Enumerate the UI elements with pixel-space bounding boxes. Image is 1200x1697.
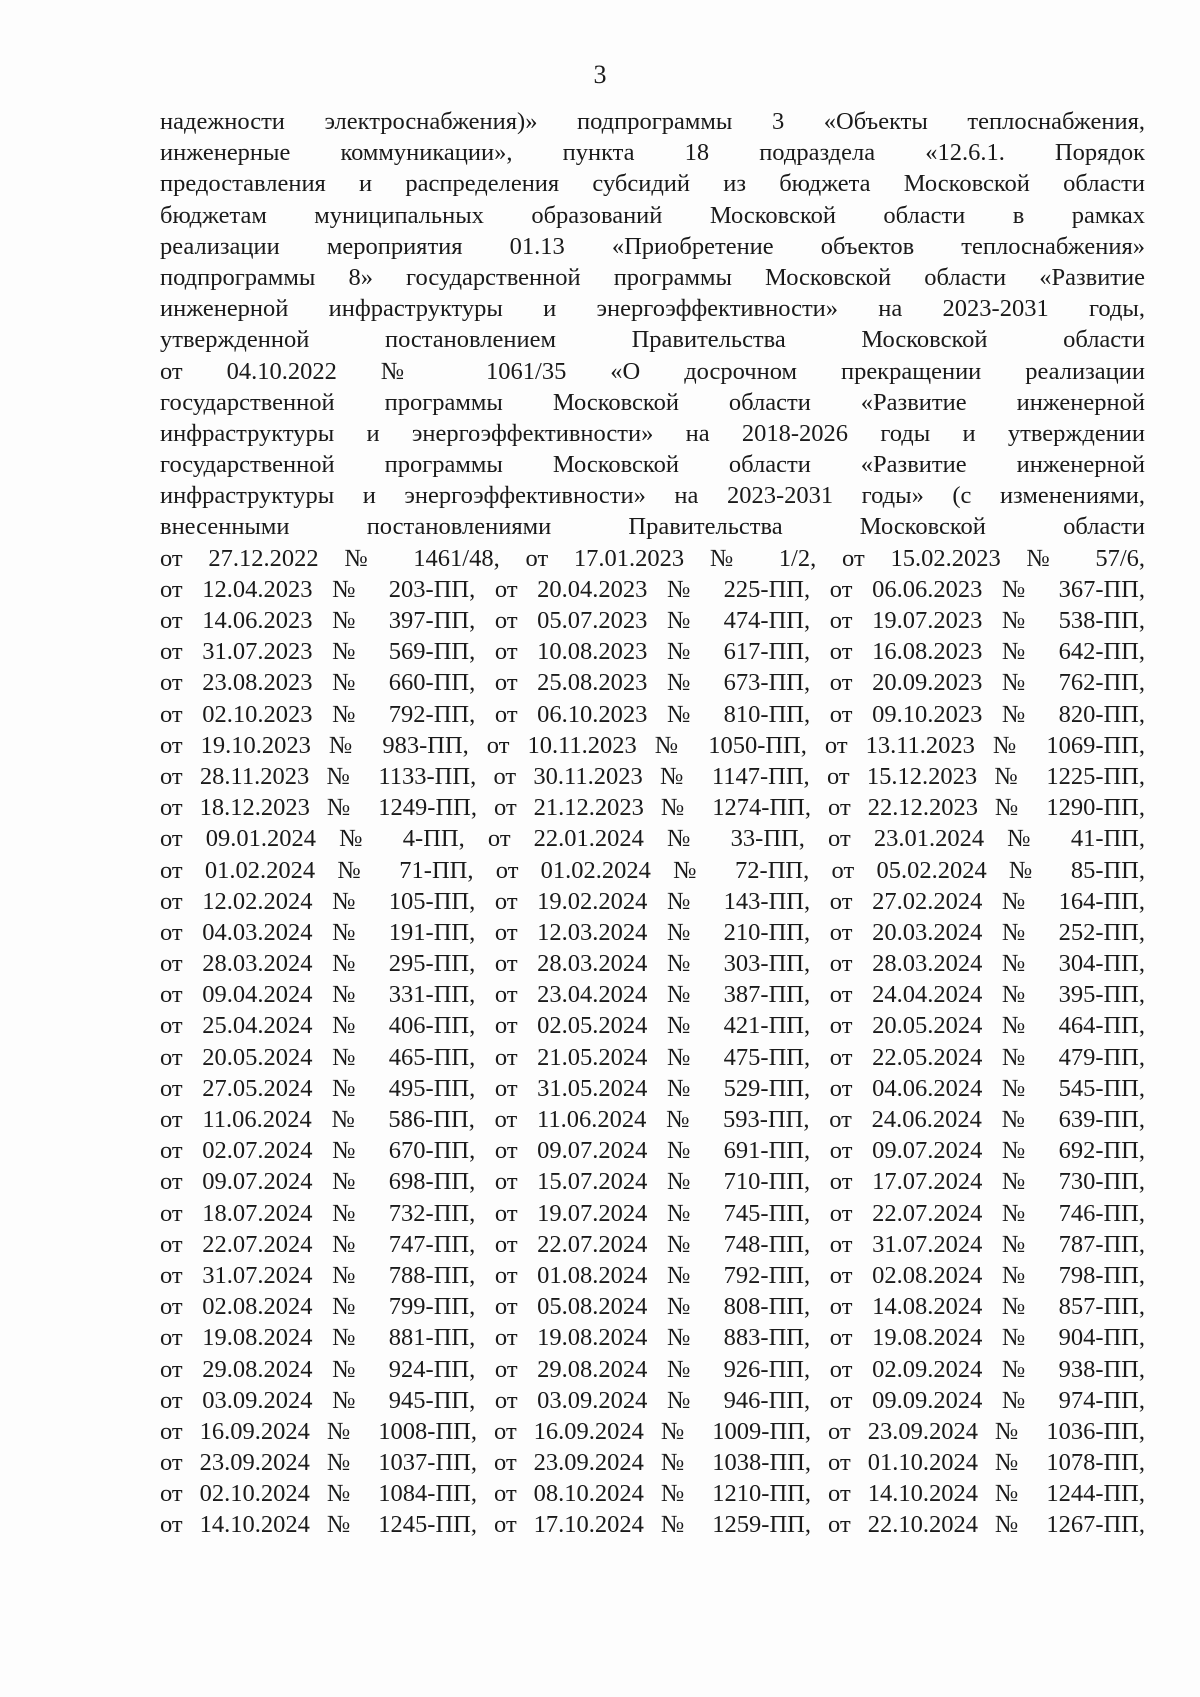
text-line: от 11.06.2024 № 586-ПП, от 11.06.2024 № 593-ПП, от 24.06.2024 № 639-ПП,	[160, 1106, 1145, 1133]
text-line: от 04.03.2024 № 191-ПП, от 12.03.2024 № 210-ПП, от 20.03.2024 № 252-ПП,	[160, 918, 1145, 946]
text-line: от 09.07.2024 № 698-ПП, от 15.07.2024 № 710-ПП, от 17.07.2024 № 730-ПП,	[160, 1168, 1145, 1196]
text-line: от 22.07.2024 № 747-ПП, от 22.07.2024 № 748-ПП, от 31.07.2024 № 787-ПП,	[160, 1230, 1145, 1258]
text-line: от 18.12.2023 № 1249-ПП, от 21.12.2023 № 1274-ПП, от 22.12.2023 № 1290-ПП,	[160, 794, 1145, 822]
text-line: от 31.07.2024 № 788-ПП, от 01.08.2024 № 792-ПП, от 02.08.2024 № 798-ПП,	[160, 1261, 1145, 1289]
text-line: от 28.11.2023 № 1133-ПП, от 30.11.2023 № 1147-ПП, от 15.12.2023 № 1225-ПП,	[160, 762, 1145, 790]
text-line: от 16.09.2024 № 1008-ПП, от 16.09.2024 № 1009-ПП, от 23.09.2024 № 1036-ПП,	[160, 1417, 1145, 1445]
text-line: от 04.10.2022 № 1061/35 «О досрочном прекращении реализации	[160, 357, 1145, 385]
text-line: от 23.09.2024 № 1037-ПП, от 23.09.2024 № 1038-ПП, от 01.10.2024 № 1078-ПП,	[160, 1449, 1145, 1477]
text-line: от 12.04.2023 № 203-ПП, от 20.04.2023 № 225-ПП, от 06.06.2023 № 367-ПП,	[160, 575, 1145, 603]
text-line: от 01.02.2024 № 71-ПП, от 01.02.2024 № 72-ПП, от 05.02.2024 № 85-ПП,	[160, 856, 1145, 884]
text-line: от 12.02.2024 № 105-ПП, от 19.02.2024 № 143-ПП, от 27.02.2024 № 164-ПП,	[160, 887, 1145, 915]
text-line: утвержденной постановлением Правительства Московской области	[160, 326, 1145, 354]
text-line: от 18.07.2024 № 732-ПП, от 19.07.2024 № 745-ПП, от 22.07.2024 № 746-ПП,	[160, 1199, 1145, 1227]
text-line: от 29.08.2024 № 924-ПП, от 29.08.2024 № 926-ПП, от 02.09.2024 № 938-ПП,	[160, 1355, 1145, 1383]
text-line: инженерные коммуникации», пункта 18 подраздела «12.6.1. Порядок	[160, 139, 1145, 167]
text-line: инженерной инфраструктуры и энергоэффективности» на 2023-2031 годы,	[160, 295, 1145, 323]
text-line: от 28.03.2024 № 295-ПП, от 28.03.2024 № 303-ПП, от 28.03.2024 № 304-ПП,	[160, 950, 1145, 978]
text-line: подпрограммы 8» государственной программы Московской области «Развитие	[160, 263, 1145, 291]
text-line: от 02.10.2023 № 792-ПП, от 06.10.2023 № 810-ПП, от 09.10.2023 № 820-ПП,	[160, 700, 1145, 728]
text-line: надежности электроснабжения)» подпрограммы 3 «Объекты теплоснабжения,	[160, 108, 1145, 135]
text-line: государственной программы Московской области «Развитие инженерной	[160, 451, 1145, 479]
text-line: внесенными постановлениями Правительства Московской области	[160, 513, 1145, 541]
page-number: 3	[593, 60, 607, 89]
text-line: от 09.04.2024 № 331-ПП, от 23.04.2024 № 387-ПП, от 24.04.2024 № 395-ПП,	[160, 981, 1145, 1009]
text-line: от 03.09.2024 № 945-ПП, от 03.09.2024 № 946-ПП, от 09.09.2024 № 974-ПП,	[160, 1386, 1145, 1414]
text-line: инфраструктуры и энергоэффективности» на 2023-2031 годы» (с изменениями,	[160, 482, 1145, 510]
text-line: от 27.12.2022 № 1461/48, от 17.01.2023 № 1/2, от 15.02.2023 № 57/6,	[160, 544, 1145, 572]
text-line: от 31.07.2023 № 569-ПП, от 10.08.2023 № 617-ПП, от 16.08.2023 № 642-ПП,	[160, 638, 1145, 666]
text-line: бюджетам муниципальных образований Московской области в рамках	[160, 201, 1145, 229]
text-line: от 19.10.2023 № 983-ПП, от 10.11.2023 № 1050-ПП, от 13.11.2023 № 1069-ПП,	[160, 731, 1145, 759]
text-line: от 27.05.2024 № 495-ПП, от 31.05.2024 № 529-ПП, от 04.06.2024 № 545-ПП,	[160, 1074, 1145, 1102]
text-line: от 09.01.2024 № 4-ПП, от 22.01.2024 № 33-ПП, от 23.01.2024 № 41-ПП,	[160, 825, 1145, 853]
text-line: от 25.04.2024 № 406-ПП, от 02.05.2024 № 421-ПП, от 20.05.2024 № 464-ПП,	[160, 1012, 1145, 1040]
text-line: предоставления и распределения субсидий из бюджета Московской области	[160, 170, 1145, 198]
text-line: реализации мероприятия 01.13 «Приобретение объектов теплоснабжения»	[160, 232, 1145, 260]
document-body	[160, 106, 1145, 1541]
text-line: от 02.07.2024 № 670-ПП, от 09.07.2024 № 691-ПП, от 09.07.2024 № 692-ПП,	[160, 1137, 1145, 1165]
text-line: государственной программы Московской области «Развитие инженерной	[160, 388, 1145, 416]
text-line: от 14.10.2024 № 1245-ПП, от 17.10.2024 № 1259-ПП, от 22.10.2024 № 1267-ПП,	[160, 1511, 1145, 1539]
text-line: от 20.05.2024 № 465-ПП, от 21.05.2024 № 475-ПП, от 22.05.2024 № 479-ПП,	[160, 1043, 1145, 1071]
text-line: от 14.06.2023 № 397-ПП, от 05.07.2023 № 474-ПП, от 19.07.2023 № 538-ПП,	[160, 607, 1145, 634]
text-line: от 19.08.2024 № 881-ПП, от 19.08.2024 № 883-ПП, от 19.08.2024 № 904-ПП,	[160, 1324, 1145, 1352]
text-line: от 23.08.2023 № 660-ПП, от 25.08.2023 № 673-ПП, от 20.09.2023 № 762-ПП,	[160, 669, 1145, 697]
text-line: от 02.10.2024 № 1084-ПП, от 08.10.2024 № 1210-ПП, от 14.10.2024 № 1244-ПП,	[160, 1480, 1145, 1508]
text-line: инфраструктуры и энергоэффективности» на 2018-2026 годы и утверждении	[160, 419, 1145, 447]
text-line: от 02.08.2024 № 799-ПП, от 05.08.2024 № 808-ПП, от 14.08.2024 № 857-ПП,	[160, 1293, 1145, 1321]
